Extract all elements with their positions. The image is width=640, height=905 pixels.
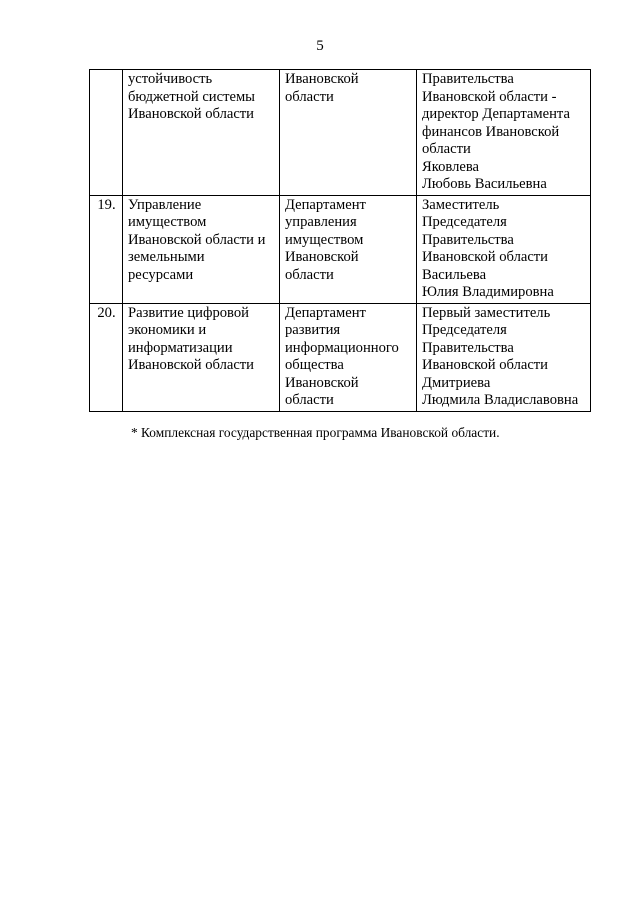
department-line: общества: [285, 357, 344, 373]
footnote: * Комплексная государственная программа Ивановской области.: [131, 425, 500, 440]
department-line: информационного: [285, 339, 399, 356]
responsible-line: Правительства: [422, 339, 514, 356]
department-cell: [280, 303, 417, 411]
department-line: Ивановской: [285, 374, 359, 391]
department-line: управления: [285, 214, 357, 230]
responsible-line: директор Департамента: [422, 106, 570, 122]
row-number: [90, 70, 123, 196]
programs-table: [89, 69, 591, 412]
row-number: 20.: [90, 303, 123, 411]
program-name-line: Ивановской области и: [128, 231, 266, 248]
responsible-line: Яковлева: [422, 158, 480, 175]
department-line: области: [285, 266, 334, 283]
responsible-line: Первый заместитель: [422, 304, 551, 321]
department-line: области: [285, 392, 334, 408]
program-name-cell: [123, 195, 280, 303]
responsible-line: Людмила Владиславовна: [422, 392, 579, 408]
program-name-line: Развитие цифровой: [128, 304, 249, 321]
program-name-cell: [123, 303, 280, 411]
department-line: Департамент: [285, 196, 366, 213]
program-name-line: устойчивость: [128, 71, 213, 87]
responsible-line: Председателя: [422, 214, 507, 230]
page-number: 5: [316, 38, 324, 54]
table-row: [90, 70, 591, 196]
responsible-line: Ивановской области -: [422, 88, 557, 105]
program-name-line: экономики и: [128, 322, 207, 338]
table-row: [90, 303, 591, 411]
department-line: области: [285, 88, 334, 105]
program-name-line: Ивановской области: [128, 357, 254, 373]
responsible-cell: [417, 303, 591, 411]
program-name-line: ресурсами: [128, 266, 194, 283]
responsible-line: Любовь Васильевна: [422, 176, 547, 192]
program-name-line: Ивановской области: [128, 106, 254, 122]
department-line: Департамент: [285, 304, 366, 321]
responsible-line: Дмитриева: [422, 374, 491, 391]
department-cell: [280, 195, 417, 303]
responsible-line: Правительства: [422, 231, 514, 248]
program-name-line: информатизации: [128, 339, 233, 356]
responsible-line: Председателя: [422, 322, 507, 338]
responsible-line: Ивановской области: [422, 249, 548, 265]
responsible-cell: [417, 70, 591, 196]
department-cell: [280, 70, 417, 196]
program-name-line: бюджетной системы: [128, 88, 255, 105]
responsible-line: Юлия Владимировна: [422, 284, 554, 300]
department-line: Ивановской: [285, 71, 359, 87]
responsible-line: финансов Ивановской: [422, 123, 560, 140]
program-name-line: Управление: [128, 196, 202, 213]
responsible-line: Васильева: [422, 266, 487, 283]
responsible-cell: [417, 195, 591, 303]
department-line: имуществом: [285, 231, 364, 248]
responsible-line: Правительства: [422, 71, 514, 87]
table-row: [90, 195, 591, 303]
program-name-line: имуществом: [128, 214, 207, 230]
program-name-cell: [123, 70, 280, 196]
department-line: Ивановской: [285, 249, 359, 265]
responsible-line: Заместитель: [422, 196, 500, 213]
row-number: 19.: [90, 195, 123, 303]
program-name-line: земельными: [128, 249, 205, 265]
department-line: развития: [285, 322, 341, 338]
responsible-line: области: [422, 141, 471, 157]
responsible-line: Ивановской области: [422, 357, 548, 373]
